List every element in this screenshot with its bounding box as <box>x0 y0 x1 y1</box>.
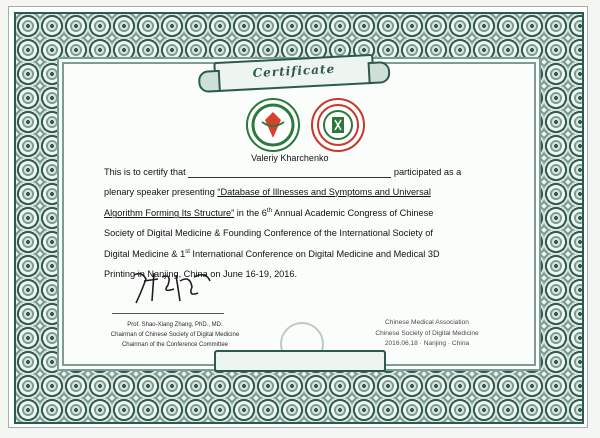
issuer-org-1: Chinese Medical Association <box>385 319 469 326</box>
line2-head: plenary speaker presenting <box>104 186 215 197</box>
recipient-name: Valeriy Kharchenko <box>251 153 329 163</box>
signatory-name: Prof. Shao-Xiang Zhang, PhD., MD. <box>127 322 223 328</box>
line1-tail: participated as a <box>393 167 462 177</box>
line3-a: in the 6 <box>234 208 267 219</box>
line3-b: Annual Academic Congress of Chinese <box>271 208 434 219</box>
ordinal-th: th <box>266 208 272 215</box>
signatory-role-2: Chairman of the Conference Committee <box>121 342 229 348</box>
talk-title-part2: Algorithm Forming Its Structure” <box>104 208 235 219</box>
issuer-block <box>360 318 494 350</box>
intro-text: This is to certify that <box>104 167 186 177</box>
talk-title-part1: “Database of Illnesses and Symptoms and Universal <box>217 186 431 197</box>
certificate-heading: Certificate <box>252 61 336 81</box>
csdm-emblem-icon <box>313 100 363 150</box>
signature-line <box>112 313 224 314</box>
signature <box>128 267 218 309</box>
line4: Society of Digital Medicine & Founding Conference of the International Society of <box>104 227 433 238</box>
line5-a: Digital Medicine & 1 <box>104 249 186 260</box>
signatory-block <box>100 320 250 350</box>
cma-emblem-icon <box>248 100 298 150</box>
chinese-medical-association-logo <box>246 98 300 152</box>
issuer-date-place: 2016.06.18 · Nanjing · China <box>384 340 470 347</box>
signatory-role-1: Chairman of Chinese Society of Digital Medicine <box>110 332 240 338</box>
digital-medicine-society-logo <box>311 98 365 152</box>
bottom-banner <box>214 350 386 372</box>
line6: Printing in Nanjing, China on June 16-19, 2016. <box>104 269 298 280</box>
issuer-org-2: Chinese Society of Digital Medicine <box>375 329 479 337</box>
ordinal-st: st <box>185 249 190 256</box>
recipient-blank <box>188 153 391 178</box>
line5-b: International Conference on Digital Medicine and Medical 3D <box>189 249 440 260</box>
